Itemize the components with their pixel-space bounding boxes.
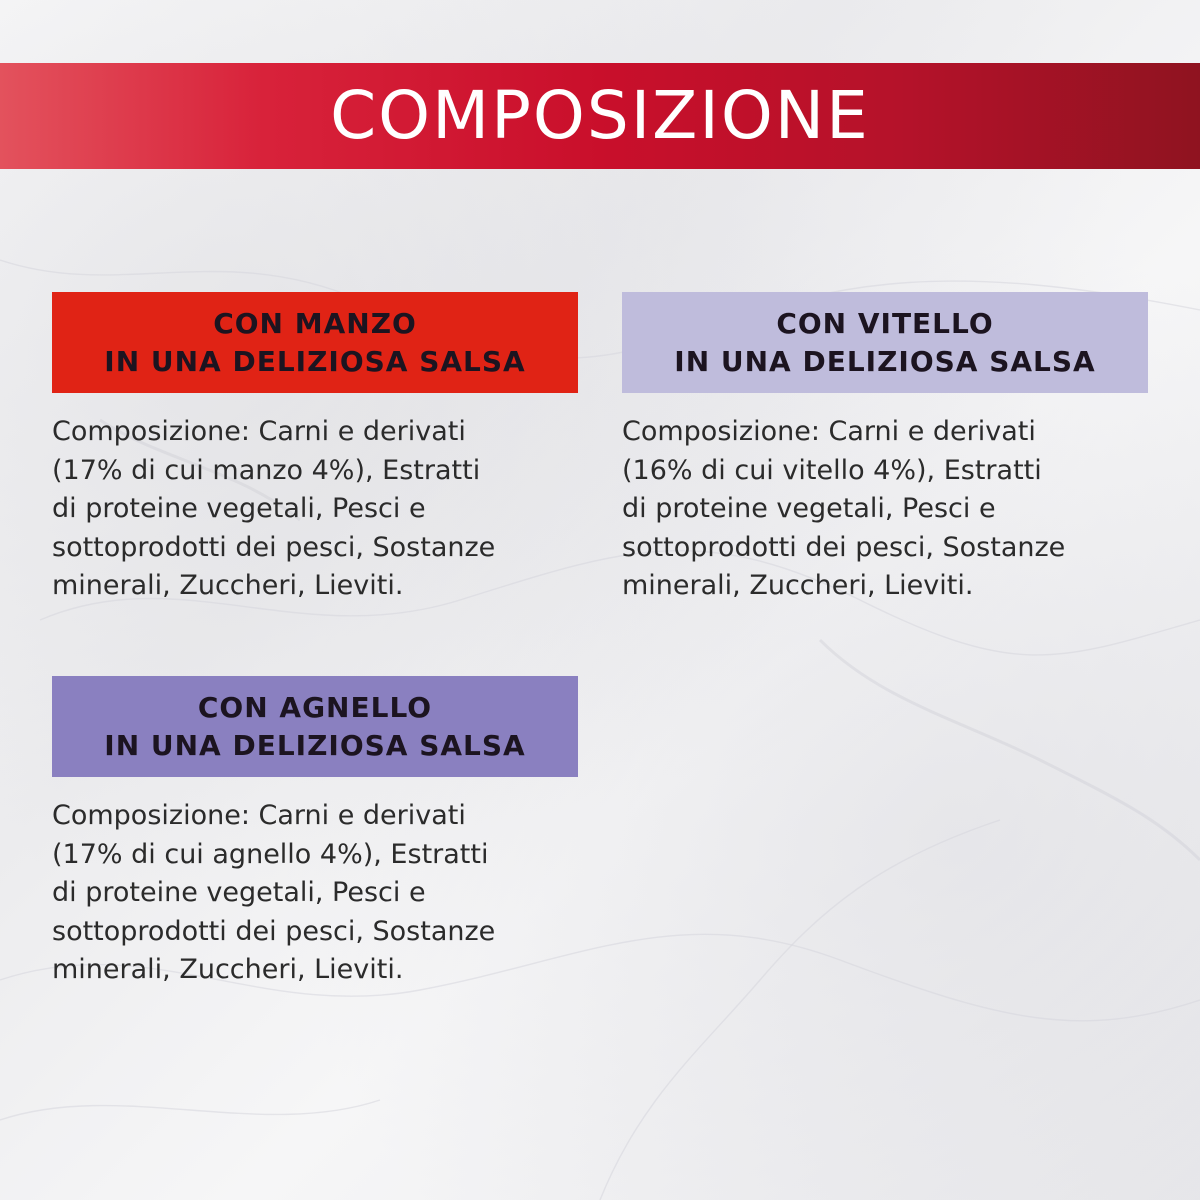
page-title: COMPOSIZIONE	[330, 77, 870, 154]
composition-line: (17% di cui agnello 4%), Estratti	[52, 838, 489, 870]
composition-line: (17% di cui manzo 4%), Estratti	[52, 454, 481, 486]
card-title-line1: CON VITELLO	[776, 306, 994, 340]
composition-card-agnello	[52, 676, 578, 990]
composition-line: sottoprodotti dei pesci, Sostanze	[52, 531, 496, 563]
composition-line: di proteine vegetali, Pesci e	[622, 493, 996, 524]
composition-card-vitello	[622, 292, 1148, 606]
composition-line: Composizione: Carni e derivati	[622, 416, 1036, 447]
card-title-banner	[52, 676, 578, 777]
composition-line: (16% di cui vitello 4%), Estratti	[622, 454, 1042, 486]
composition-line: di proteine vegetali, Pesci e	[52, 493, 426, 524]
card-composition-text	[622, 413, 1148, 606]
composition-line: minerali, Zuccheri, Lieviti.	[52, 954, 404, 985]
card-title-banner	[622, 292, 1148, 393]
card-title-line2: IN UNA DELIZIOSA SALSA	[104, 728, 526, 762]
card-title-line1: CON AGNELLO	[197, 690, 433, 724]
composition-line: di proteine vegetali, Pesci e	[52, 877, 426, 908]
composition-line: sottoprodotti dei pesci, Sostanze	[622, 531, 1066, 563]
card-title-line2: IN UNA DELIZIOSA SALSA	[104, 344, 526, 378]
card-composition-text	[52, 413, 578, 606]
composition-line: minerali, Zuccheri, Lieviti.	[622, 570, 974, 601]
composition-line: minerali, Zuccheri, Lieviti.	[52, 570, 404, 601]
composition-line: Composizione: Carni e derivati	[52, 416, 466, 447]
composition-line: sottoprodotti dei pesci, Sostanze	[52, 915, 496, 947]
card-composition-text	[52, 797, 578, 990]
header-banner	[0, 63, 1200, 169]
card-title-line1: CON MANZO	[213, 306, 417, 340]
card-title-banner	[52, 292, 578, 393]
composition-line: Composizione: Carni e derivati	[52, 800, 466, 831]
composition-card-manzo	[52, 292, 578, 606]
card-title-line2: IN UNA DELIZIOSA SALSA	[674, 344, 1096, 378]
